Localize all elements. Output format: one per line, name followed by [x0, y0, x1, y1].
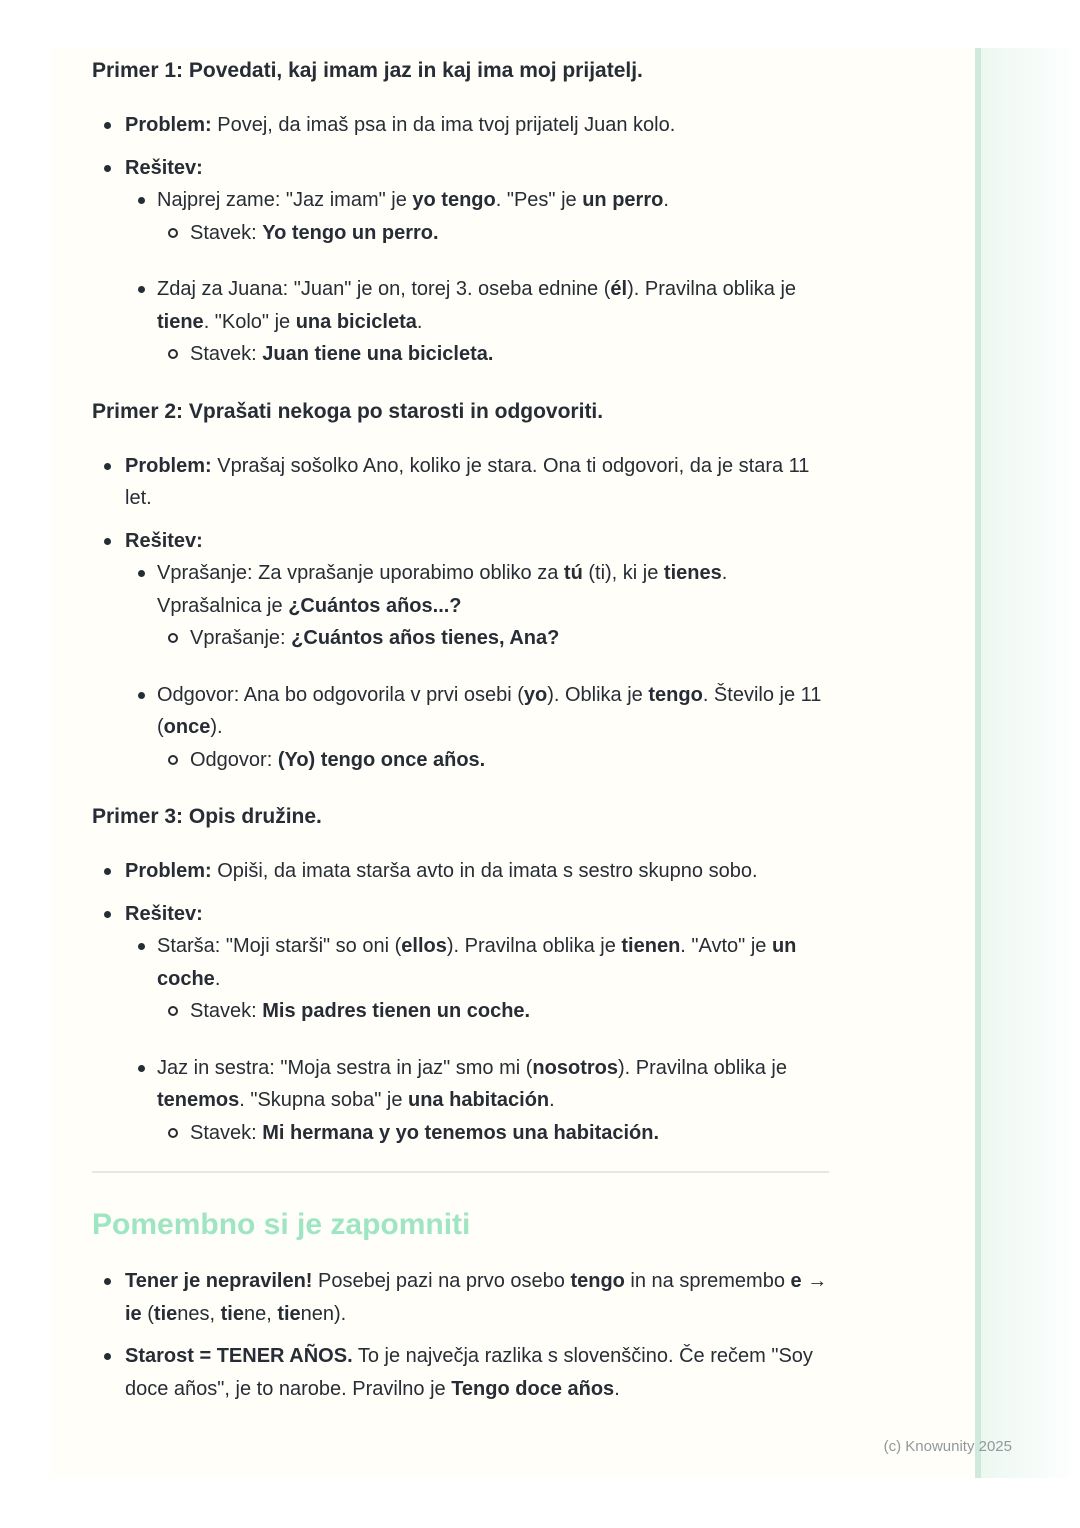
list-item: [92, 622, 892, 655]
bold-text: tengo: [648, 683, 703, 706]
text: Najprej zame: "Jaz imam" je: [157, 189, 413, 211]
text: Vprašanje: Za vprašanje uporabimo obliko za: [157, 562, 564, 584]
text: To je največja razlika s slovenščino. Če rečem "Soy: [352, 1345, 813, 1367]
text: Zdaj za Juana: "Juan" je on, torej 3. oseba ednine (: [157, 278, 611, 300]
text: Stavek:: [190, 1000, 263, 1022]
list-item: [92, 152, 892, 185]
text: .: [549, 1089, 555, 1111]
section-heading: Primer 2: Vprašati nekoga po starosti in odgovoriti.: [92, 399, 604, 423]
text: Jaz in sestra: "Moja sestra in jaz" smo mi (: [157, 1056, 533, 1079]
text: Vprašaj sošolko Ano, koliko je stara. Ona ti odgovori, da je stara 11: [211, 454, 810, 477]
text: .: [214, 967, 221, 990]
text: Stavek:: [190, 221, 263, 244]
list-item: [92, 1340, 892, 1405]
text: .: [416, 310, 423, 333]
bold-text: Tengo doce años: [451, 1377, 615, 1400]
bold-text: tú: [563, 562, 583, 584]
bold-text: tie: [153, 1302, 178, 1325]
text: .: [663, 189, 669, 211]
text: ). Pravilna oblika je: [446, 935, 622, 957]
text: (: [141, 1302, 154, 1325]
text: nen).: [300, 1302, 347, 1325]
bold-text: e →: [790, 1270, 828, 1292]
bold-text: ¿Cuántos años tienes, Ana?: [291, 627, 560, 649]
text: . "Kolo" je: [203, 310, 296, 333]
text: Odgovor:: [190, 748, 278, 771]
bold-text: yo: [523, 683, 548, 706]
list-item: [92, 930, 892, 995]
list-item: [92, 184, 892, 217]
text: . Število je 11: [702, 683, 822, 706]
text: (ti), ki je: [582, 562, 664, 584]
bold-text: tengo: [570, 1270, 625, 1292]
text: Posebej pazi na prvo osebo: [312, 1270, 571, 1292]
bold-text: ie: [125, 1302, 142, 1325]
bold-text: tenemos: [157, 1089, 240, 1111]
bold-text: Juan tiene una bicicleta.: [262, 343, 494, 365]
bold-text: una bicicleta: [295, 310, 417, 333]
section-heading: Primer 3: Opis družine.: [92, 805, 322, 828]
list-item: [92, 1265, 892, 1330]
list-item: [92, 217, 892, 250]
text: doce años", je to narobe. Pravilno je: [125, 1377, 452, 1400]
bold-text: once: [163, 716, 211, 738]
text: .: [614, 1377, 620, 1400]
list-item: [92, 557, 892, 622]
text: Vprašalnica je: [157, 594, 289, 617]
list-item: [92, 898, 892, 931]
text: Vprašanje:: [190, 627, 292, 649]
highlight-heading: Pomembno si je zapomniti: [92, 1208, 471, 1241]
bold-text: Problem:: [125, 114, 212, 136]
list-item: [92, 1117, 892, 1150]
section-heading: Primer 1: Povedati, kaj imam jaz in kaj ima moj prijatelj.: [92, 59, 643, 82]
list-item: [92, 679, 892, 744]
list-item: [92, 855, 892, 888]
bold-text: Tener je nepravilen!: [125, 1270, 313, 1292]
document-body: [92, 54, 892, 1405]
text: let.: [125, 487, 152, 509]
text: . "Pes" je: [495, 189, 583, 211]
text: ).: [210, 716, 223, 738]
text: . "Avto" je: [680, 935, 772, 957]
text: Stavek:: [190, 343, 263, 365]
side-margin-band: [981, 48, 1080, 1478]
text: Starša: "Moji starši" so oni (: [157, 935, 402, 957]
bold-text: tienen: [621, 935, 681, 957]
list-item: [92, 995, 892, 1028]
bold-text: él: [610, 278, 628, 300]
bold-text: (Yo) tengo once años.: [277, 748, 486, 771]
bold-text: Mi hermana y yo tenemos una habitación.: [262, 1121, 660, 1144]
bold-text: Rešitev:: [125, 529, 203, 552]
bold-text: tiene: [157, 310, 204, 333]
bold-text: Mis padres tienen un coche.: [262, 1000, 531, 1022]
bold-text: tienes: [663, 562, 722, 584]
bold-text: yo tengo: [412, 189, 496, 211]
text: nes,: [177, 1302, 221, 1325]
bold-text: Starost = TENER AÑOS.: [125, 1345, 353, 1367]
text: ). Pravilna oblika je: [627, 278, 797, 300]
bold-text: tie: [220, 1302, 244, 1325]
text: (: [157, 716, 164, 738]
text: .: [721, 562, 728, 584]
text: Povej, da imaš psa in da ima tvoj prijatelj Juan kolo.: [211, 114, 676, 136]
list-item: [92, 1052, 892, 1117]
bold-text: Rešitev:: [125, 156, 203, 179]
list-item: [92, 450, 892, 515]
list-item: [92, 744, 892, 777]
text: ). Pravilna oblika je: [617, 1056, 787, 1079]
list-item: [92, 109, 892, 142]
bold-text: coche: [157, 967, 215, 990]
bold-text: un: [771, 935, 797, 957]
bold-text: un perro: [582, 189, 664, 211]
text: Stavek:: [190, 1121, 263, 1144]
list-item: [92, 338, 892, 371]
list-item: [92, 525, 892, 558]
text: ne,: [243, 1302, 278, 1325]
text: . "Skupna soba" je: [239, 1089, 408, 1111]
copyright-footer: (c) Knowunity 2025: [883, 1438, 1012, 1455]
bold-text: Problem:: [125, 860, 212, 882]
text: in na spremembo: [624, 1270, 791, 1292]
divider: [92, 1171, 829, 1173]
text: ). Oblika je: [547, 683, 649, 706]
text: Odgovor: Ana bo odgovorila v prvi osebi (: [157, 683, 524, 706]
bold-text: Yo tengo un perro.: [262, 221, 439, 244]
bold-text: ellos: [401, 935, 447, 957]
bold-text: una habitación: [408, 1089, 550, 1111]
bold-text: Rešitev:: [125, 902, 203, 925]
bold-text: Problem:: [125, 454, 212, 477]
list-item: [92, 273, 892, 338]
bold-text: nosotros: [532, 1056, 618, 1079]
bold-text: tie: [277, 1302, 301, 1325]
text: Opiši, da imata starša avto in da imata s sestro skupno sobo.: [211, 860, 758, 882]
bold-text: ¿Cuántos años...?: [288, 594, 462, 617]
